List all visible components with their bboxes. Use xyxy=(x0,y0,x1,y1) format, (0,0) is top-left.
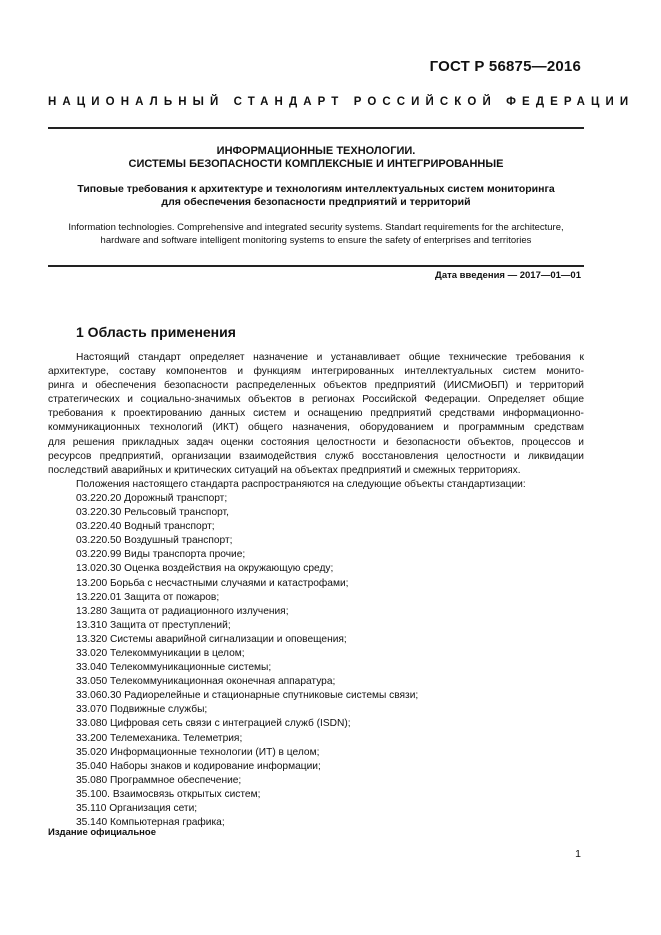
subtitle-line-1: Типовые требования к архитектуре и технологиям интеллектуальных систем мониторинга xyxy=(77,183,555,195)
list-item: 13.320 Системы аварийной сигнализации и оповещения; xyxy=(76,633,347,645)
subtitle xyxy=(48,183,584,209)
list-item: 13.310 Защита от преступлений; xyxy=(76,619,231,631)
paragraph-line: стратегических и социально-значимых объектов в регионах Российской Федерации. Определяет общие xyxy=(48,394,584,406)
paragraph-line: архитектуре, составу компонентов и функциям интегрированных интеллектуальных систем монито- xyxy=(48,366,584,378)
list-item: 13.020.30 Оценка воздействия на окружающую среду; xyxy=(76,563,334,575)
page-number: 1 xyxy=(575,848,581,860)
list-item: 33.070 Подвижные службы; xyxy=(76,704,208,716)
national-standard-banner: НАЦИОНАЛЬНЫЙ СТАНДАРТ РОССИЙСКОЙ ФЕДЕРАЦИИ xyxy=(48,96,635,108)
top-rule xyxy=(48,127,584,129)
list-item: 13.280 Защита от радиационного излучения; xyxy=(76,605,289,617)
paragraph-line: для решения прикладных задач оценки состояния целостности и безопасности объектов, процессов и xyxy=(48,436,584,448)
list-item: 03.220.30 Рельсовый транспорт, xyxy=(76,507,229,519)
title-line-2: СИСТЕМЫ БЕЗОПАСНОСТИ КОМПЛЕКСНЫЕ И ИНТЕГРИРОВАННЫЕ xyxy=(128,158,504,170)
list-item: 33.050 Телекоммуникационная оконечная аппаратура; xyxy=(76,676,336,688)
list-item: 03.220.40 Водный транспорт; xyxy=(76,521,215,533)
english-title-line-1: Information technologies. Comprehensive and integrated security systems. Standart requirements for the architecture, xyxy=(68,222,564,233)
document-number: ГОСТ Р 56875—2016 xyxy=(429,58,581,75)
english-title-line-2: hardware and software intelligent monitoring systems to ensure the safety of enterprises and territories xyxy=(100,234,532,246)
list-item: 03.220.50 Воздушный транспорт; xyxy=(76,535,233,547)
objects-intro: Положения настоящего стандарта распространяются на следующие объекты стандартизации: xyxy=(76,478,526,490)
list-item: 35.140 Компьютерная графика; xyxy=(76,817,225,829)
list-item: 03.220.99 Виды транспорта прочие; xyxy=(76,549,246,561)
list-item: 35.040 Наборы знаков и кодирование информации; xyxy=(76,760,321,772)
list-item: 03.220.20 Дорожный транспорт; xyxy=(76,492,228,504)
list-item: 33.080 Цифровая сеть связи с интеграцией служб (ISDN); xyxy=(76,718,351,730)
standardization-objects-list xyxy=(48,492,584,830)
paragraph-line: требования к проектированию данных систем и оснащению предприятий средствами информационно- xyxy=(48,408,584,420)
list-item: 33.020 Телекоммуникации в целом; xyxy=(76,647,245,659)
title-block xyxy=(48,145,584,247)
paragraph-line: ринга и обеспечения безопасности распределенных объектов предприятий (ИИСМиОБП) и территорий xyxy=(48,380,584,392)
paragraph-line: Настоящий стандарт определяет назначение и устанавливает общие технические требования к xyxy=(76,352,584,363)
list-item: 13.200 Борьба с несчастными случаями и катастрофами; xyxy=(76,577,349,589)
section-body xyxy=(48,351,584,830)
introduction-date: Дата введения — 2017—01—01 xyxy=(435,270,581,281)
list-item: 33.060.30 Радиорелейные и стационарные спутниковые системы связи; xyxy=(76,690,419,702)
subtitle-line-2: для обеспечения безопасности предприятий и территорий xyxy=(161,196,471,208)
paragraph-line: последствий аварийных и критических ситуаций на объектах предприятий и смежных территориях. xyxy=(48,464,521,476)
list-item: 35.020 Информационные технологии (ИТ) в целом; xyxy=(76,746,320,758)
paragraph-line: коммуникационных технологий (ИКТ) общего назначения, оборудованием и программным средствам xyxy=(48,422,584,434)
section-heading: 1 Область применения xyxy=(76,324,236,340)
list-item: 33.040 Телекоммуникационные системы; xyxy=(76,662,272,674)
scope-paragraph xyxy=(48,351,584,478)
list-item: 13.220.01 Защита от пожаров; xyxy=(76,591,220,603)
list-item: 35.110 Организация сети; xyxy=(76,803,198,814)
list-item: 35.080 Программное обеспечение; xyxy=(76,774,242,786)
official-edition-note: Издание официальное xyxy=(48,827,156,838)
bottom-rule xyxy=(48,265,584,267)
list-item: 33.200 Телемеханика. Телеметрия; xyxy=(76,732,243,744)
list-item: 35.100. Взаимосвязь открытых систем; xyxy=(76,788,261,800)
title-line-1: ИНФОРМАЦИОННЫЕ ТЕХНОЛОГИИ. xyxy=(216,145,416,157)
english-title xyxy=(48,222,584,247)
paragraph-line: ресурсов предприятий, организации взаимодействия служб восстановления целостности и ликвидации xyxy=(48,450,584,462)
